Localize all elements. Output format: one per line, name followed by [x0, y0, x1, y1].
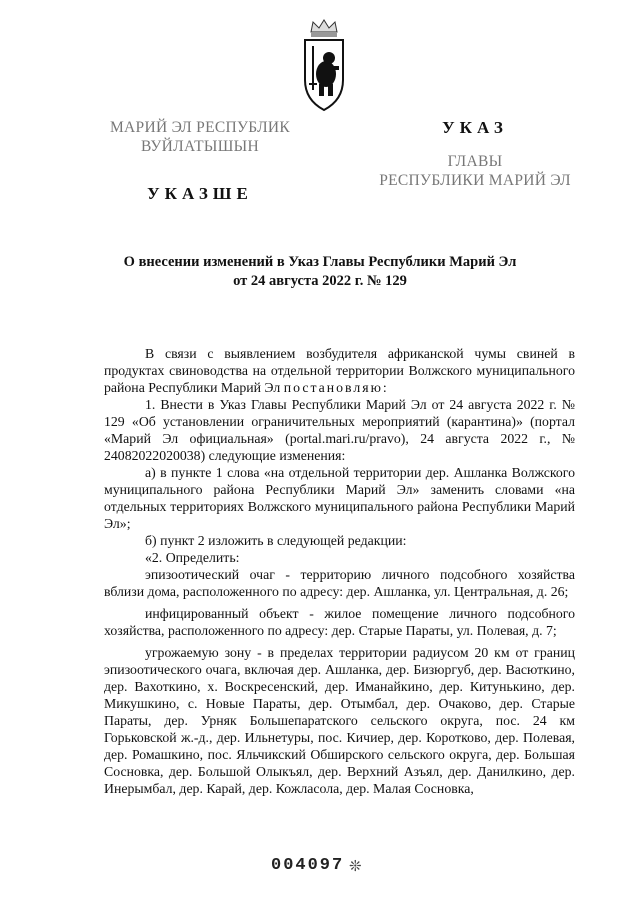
header-right [340, 118, 610, 190]
header-left-line1: МАРИЙ ЭЛ РЕСПУБЛИК [109, 119, 291, 136]
crown-icon [311, 20, 337, 36]
coat-of-arms-emblem [293, 18, 355, 118]
serial-mark-icon: ❊ [349, 859, 362, 875]
header-left-decree: УКАЗШЕ [147, 184, 253, 203]
paragraph-preamble [104, 345, 575, 396]
document-body [104, 345, 575, 797]
paragraph-item-a: а) в пункте 1 слова «на отдельной территории дер. Ашланка Волжского муниципального района Республики Марий Эл» заменить словами «на отдельных территориях Волжского муниципального района Республики Марий Эл»; [104, 465, 575, 531]
paragraph-infected-object: инфицированный объект - жилое помещение личного подсобного хозяйства, расположенного по адресу: дер. Старые Параты, ул. Полевая, д. 7; [104, 606, 575, 638]
header-right-line1: ГЛАВЫ [447, 153, 503, 170]
title-line2: от 24 августа 2022 г. № 129 [233, 273, 407, 289]
header-right-line2: РЕСПУБЛИКИ МАРИЙ ЭЛ [379, 172, 571, 189]
header-left-line2: ВУЙЛАТЫШЫН [141, 138, 259, 155]
paragraph-outbreak: эпизоотический очаг - территорию личного подсобного хозяйства вблизи дома, расположенного по адресу: дер. Ашланка, ул. Центральная, д. 26; [104, 567, 575, 599]
header-right-decree: УКАЗ [442, 118, 508, 137]
paragraph-item-1: 1. Внести в Указ Главы Республики Марий Эл от 24 августа 2022 г. № 129 «Об установлении ограничительных мероприятий (карантина)» (портал «Марий Эл официальная» (portal.mari.ru/pravo), 24 августа 2022 г., № 24082022020038) следующие изменения: [104, 397, 575, 463]
document-title [60, 253, 580, 291]
paragraph-define: «2. Определить: [145, 550, 240, 565]
paragraph-item-b: б) пункт 2 изложить в следующей редакции: [145, 533, 407, 548]
header-left [70, 118, 330, 204]
preamble-text: В связи с выявлением возбудителя африканской чумы свиней в продуктах свиноводства на отдельной территории Волжского муниципального района Республики Марий Эл [104, 346, 575, 395]
document-serial-number: 004097 [271, 856, 345, 875]
paragraph-threatened-zone: угрожаемую зону - в пределах территории радиусом 20 км от границ эпизоотического очага, включая дер. Ашланка, дер. Бизюргуб, дер. Васюткино, дер. Вахоткино, х. Воскресенский, дер. Иманайкино, дер. Китунькино, дер. Микушкино, с. Новые Параты, дер. Отымбал, дер. Очаково, дер. Старые Параты, дер. Урняк Большепаратского сельского округа, пос. 24 км Горьковской ж.-д., дер. Ильнетуры, пос. Кичиер, дер. Коротково, дер. Полевая, дер. Ромашкино, пос. Яльчикский Обширского сельского округа, дер. Большая Сосновка, дер. Большой Олыкъял, дер. Верхний Азъял, дер. Данилкино, дер. Инерымбал, дер. Карай, дер. Кожласола, дер. Малая Сосновка, [104, 645, 575, 796]
preamble-resolve: постановляю: [283, 380, 389, 395]
title-line1: О внесении изменений в Указ Главы Республики Марий Эл [123, 254, 517, 270]
